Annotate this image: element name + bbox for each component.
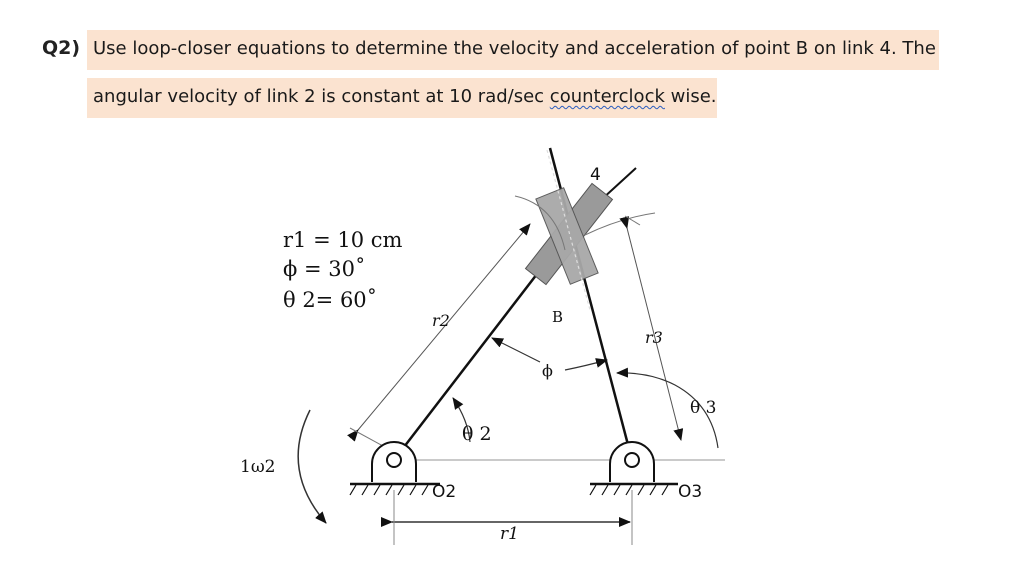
label-O3: O3	[678, 482, 703, 502]
spellcheck-underlined-word[interactable]: counterclock	[549, 86, 665, 107]
pivot-o2	[350, 442, 440, 495]
label-omega2: 1ω2	[240, 457, 276, 477]
label-theta3: θ 3	[690, 398, 717, 418]
phi-arc-right	[565, 360, 607, 370]
label-r3: r3	[645, 328, 663, 347]
label-r1: r1	[500, 524, 519, 544]
phi-arc-left	[492, 338, 540, 362]
label-phi: ϕ	[542, 361, 553, 380]
question-line-2-prefix: angular velocity of link 2 is constant at 10 rad/sec	[93, 86, 550, 107]
label-link-4: 4	[590, 165, 601, 185]
question-number: Q2)	[42, 37, 81, 59]
question-line-1-text: Use loop-closer equations to determine the velocity and acceleration of point B on link 4. The	[93, 38, 936, 59]
question-line-2-suffix: wise.	[664, 86, 717, 107]
omega2-arrow	[298, 410, 326, 523]
given-values	[283, 228, 403, 312]
label-B: B	[552, 308, 564, 326]
label-O2: O2	[432, 482, 457, 502]
label-theta2: θ 2	[462, 423, 492, 445]
given-phi: ϕ = 30˚	[283, 257, 366, 281]
given-theta2: θ 2= 60˚	[283, 288, 378, 312]
pivot-o3	[590, 442, 678, 495]
label-r2: r2	[432, 311, 450, 330]
given-r1: r1 = 10 cm	[283, 228, 403, 252]
